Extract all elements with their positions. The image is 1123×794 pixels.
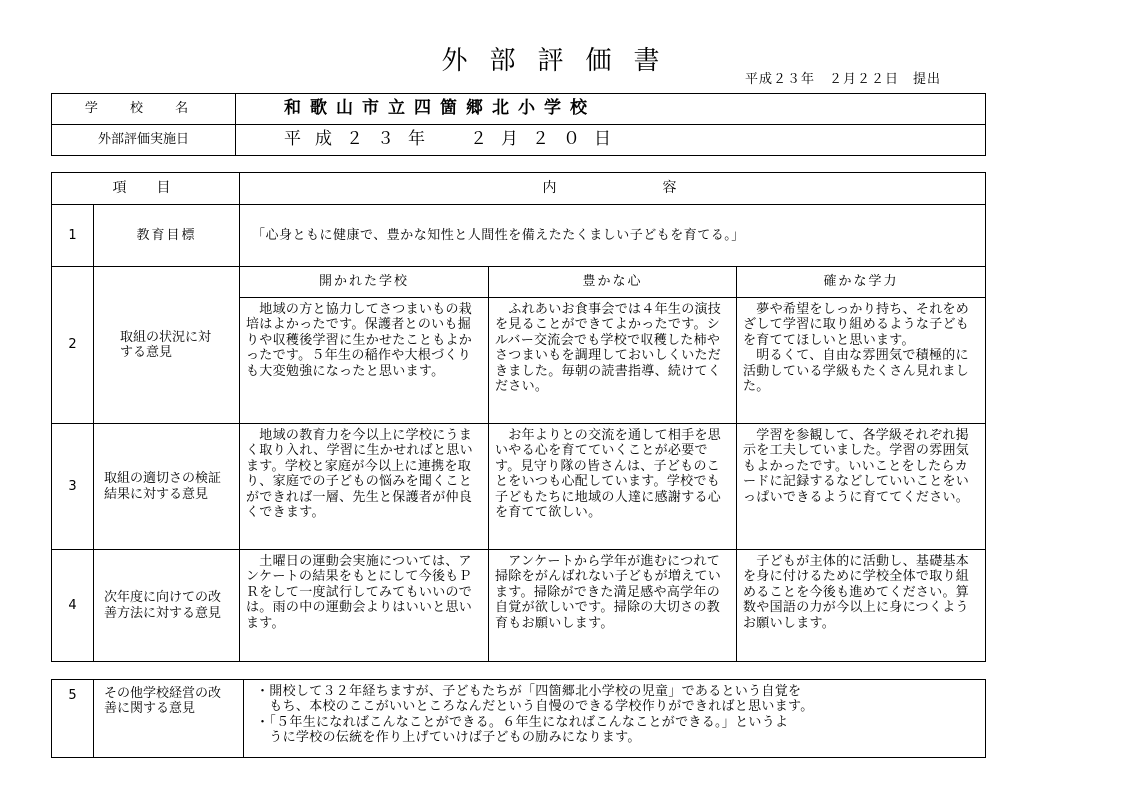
evaluation-date-label: 外部評価実施日 bbox=[52, 125, 236, 156]
header-row bbox=[52, 173, 986, 205]
cell-text: ふれあいお食事会では４年生の演技を見ることができてよかったです。シルバー交流会でも学校で収穫した柿やさつまいもを調理しておいしくいただきました。毎朝の読書指導、続けてください。 bbox=[489, 298, 737, 424]
school-name-value: 和歌山市立四箇郷北小学校 bbox=[236, 94, 986, 125]
row-number: 3 bbox=[52, 424, 94, 550]
evaluation-date-row bbox=[52, 125, 986, 156]
row-education-goal bbox=[52, 205, 986, 267]
row-item-label: 次年度に向けての改善方法に対する意見 bbox=[94, 550, 240, 662]
evaluation-table bbox=[51, 172, 986, 662]
row-item-label: 教育目標 bbox=[94, 205, 240, 267]
row-item-label: 取組の適切さの検証結果に対する意見 bbox=[94, 424, 240, 550]
school-info-table bbox=[51, 93, 986, 156]
cell-text: アンケートから学年が進むにつれて掃除をがんばれない子どもが増えています。掃除ができた満足感や高学年の自覚が欲しいです。掃除の大切さの教育もお願いします。 bbox=[489, 550, 737, 662]
subheader-rich-heart: 豊かな心 bbox=[489, 267, 737, 298]
cell-text: お年よりとの交流を通して相手を思いやる心を育てていくことが必要です。見守り隊の皆さんは、子どものことをいつも心配しています。学校でも子どもたちに地域の人達に感謝する心を育てて欲しい。 bbox=[489, 424, 737, 550]
cell-text: 地域の教育力を今以上に学校にうまく取り入れ、学習に生かせればと思います。学校と家庭が今以上に連携を取り、家庭での子どもの悩みを聞くことができれば一層、先生と保護者が仲良くできます。 bbox=[240, 424, 489, 550]
row-improvement bbox=[52, 550, 986, 662]
subheader-solid-learning: 確かな学力 bbox=[737, 267, 986, 298]
header-item: 項 目 bbox=[52, 173, 240, 205]
school-name-row bbox=[52, 94, 986, 125]
cell-text: 土曜日の運動会実施については、アンケートの結果をもとにして今後もＰＲをして一度試行してみてもいいのでは。雨の中の運動会よりはいいと思います。 bbox=[240, 550, 489, 662]
education-goal-text: 「心身ともに健康で、豊かな知性と人間性を備えたたくましい子どもを育てる。」 bbox=[240, 205, 986, 267]
row-number: 5 bbox=[52, 680, 94, 758]
row-item-label: その他学校経営の改善に関する意見 bbox=[94, 680, 244, 758]
subheader-open-school: 開かれた学校 bbox=[240, 267, 489, 298]
other-opinions-text: ・開校して３２年経ちますが、子どもたちが「四箇郷北小学校の児童」であるという自覚を もち、本校のここがいいところなんだという自慢のできる学校作りができればと思います。 ・「５年生になればこんなことができる。６年生になればこんなことができる。」というよ うに学校の伝統を作り上げていけば子どもの励みになります。 bbox=[244, 680, 986, 758]
submission-date: 平成２３年 ２月２２日 提出 bbox=[745, 72, 942, 87]
cell-text: 学習を参観して、各学級それぞれ掲示を工夫していました。学習の雰囲気もよかったです。いいことをしたらカードに記録するなどしていいことをいっぱいできるように育ててください。 bbox=[737, 424, 986, 550]
evaluation-date-value: 平成２３年 ２月２０日 bbox=[236, 125, 986, 156]
header-content: 内 容 bbox=[240, 173, 986, 205]
row-verification bbox=[52, 424, 986, 550]
cell-text: 子どもが主体的に活動し、基礎基本を身に付けるために学校全体で取り組めることを今後も進めてください。算数や国語の力が今以上に身につくようお願いします。 bbox=[737, 550, 986, 662]
cell-text: 夢や希望をしっかり持ち、それをめざして学習に取り組めるような子どもを育ててほしいと思います。 明るくて、自由な雰囲気で積極的に活動している学級もたくさん見れました。 bbox=[737, 298, 986, 424]
row-item-label: 取組の状況に対する意見 bbox=[94, 267, 240, 424]
document-title: 外部評価書 bbox=[441, 46, 682, 76]
row-number: 2 bbox=[52, 267, 94, 424]
row-subheaders bbox=[52, 267, 986, 298]
other-opinions-table bbox=[51, 679, 986, 758]
cell-text: 地域の方と協力してさつまいもの栽培はよかったです。保護者とのいも掘りや収穫後学習に生かせたこともよかったです。５年生の稲作や大根づくりも大変勉強になったと思います。 bbox=[240, 298, 489, 424]
row-number: 4 bbox=[52, 550, 94, 662]
row-other-opinions bbox=[52, 680, 986, 758]
school-name-label: 学 校 名 bbox=[52, 94, 236, 125]
row-number: 1 bbox=[52, 205, 94, 267]
